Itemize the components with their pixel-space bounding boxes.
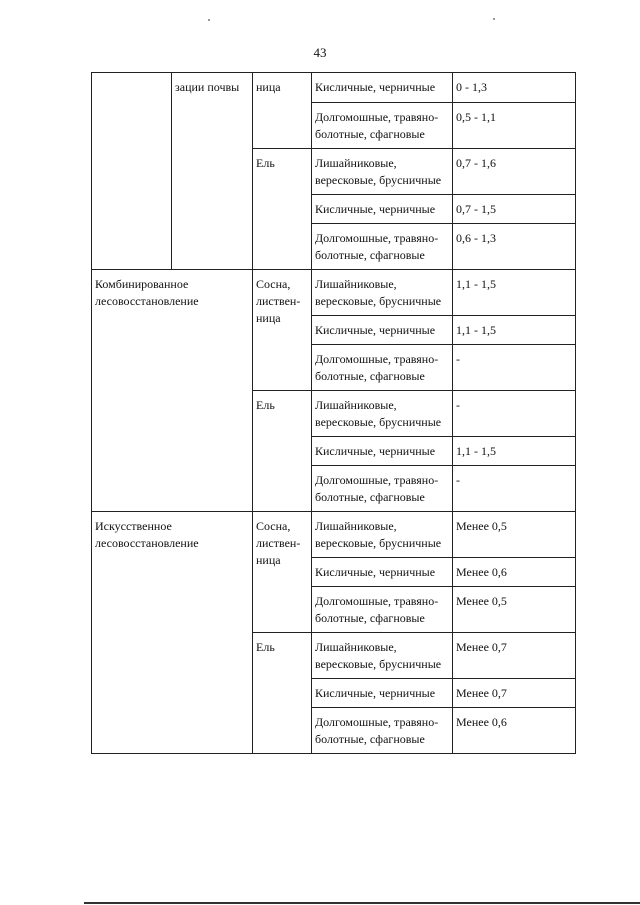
forest-type-cell: Лишайниковые, вересковые, брусничные [312, 149, 453, 195]
species-cell: Сосна, листвен-ница [253, 270, 312, 391]
forest-type-cell: Кисличные, черничные [312, 558, 453, 587]
forest-type-cell: Долгомошные, травяно-болотные, сфагновые [312, 466, 453, 512]
value-cell: 0,7 - 1,6 [453, 149, 576, 195]
forest-type-cell: Долгомошные, травяно-болотные, сфагновые [312, 708, 453, 754]
forest-type-cell: Долгомошные, травяно-болотные, сфагновые [312, 587, 453, 633]
value-cell: Менее 0,7 [453, 679, 576, 708]
method-cell: Комбинированное лесовосстановление [92, 270, 253, 512]
value-cell: Менее 0,5 [453, 512, 576, 558]
subtype-cell: зации почвы [172, 73, 253, 270]
forest-type-cell: Лишайниковые, вересковые, брусничные [312, 512, 453, 558]
value-cell: 0 - 1,3 [453, 73, 576, 103]
reforestation-table [91, 72, 576, 754]
table-row [92, 270, 576, 316]
value-cell: Менее 0,7 [453, 633, 576, 679]
value-cell: Менее 0,6 [453, 558, 576, 587]
species-cell: ница [253, 73, 312, 149]
species-cell: Ель [253, 633, 312, 754]
scan-speck [493, 18, 495, 20]
forest-type-cell: Кисличные, черничные [312, 73, 453, 103]
forest-type-cell: Лишайниковые, вересковые, брусничные [312, 633, 453, 679]
forest-type-cell: Кисличные, черничные [312, 437, 453, 466]
value-cell: 1,1 - 1,5 [453, 270, 576, 316]
value-cell: - [453, 391, 576, 437]
forest-type-cell: Лишайниковые, вересковые, брусничные [312, 270, 453, 316]
forest-type-cell: Кисличные, черничные [312, 679, 453, 708]
forest-type-cell: Долгомошные, травяно-болотные, сфагновые [312, 345, 453, 391]
value-cell: 0,5 - 1,1 [453, 103, 576, 149]
page-number: 43 [313, 45, 327, 60]
species-cell: Ель [253, 149, 312, 270]
table-row [92, 73, 576, 103]
value-cell: 1,1 - 1,5 [453, 316, 576, 345]
value-cell: 1,1 - 1,5 [453, 437, 576, 466]
forest-type-cell: Долгомошные, травяно-болотные, сфагновые [312, 224, 453, 270]
scan-edge-line [84, 902, 640, 904]
method-cell [92, 73, 172, 270]
table-row [92, 512, 576, 558]
value-cell: - [453, 345, 576, 391]
value-cell: Менее 0,5 [453, 587, 576, 633]
scan-speck [208, 19, 210, 21]
value-cell: 0,7 - 1,5 [453, 195, 576, 224]
value-cell: Менее 0,6 [453, 708, 576, 754]
forest-type-cell: Лишайниковые, вересковые, брусничные [312, 391, 453, 437]
forest-type-cell: Кисличные, черничные [312, 316, 453, 345]
method-cell: Искусственное лесовосстановление [92, 512, 253, 754]
species-cell: Сосна, листвен-ница [253, 512, 312, 633]
species-cell: Ель [253, 391, 312, 512]
forest-type-cell: Долгомошные, травяно-болотные, сфагновые [312, 103, 453, 149]
value-cell: - [453, 466, 576, 512]
forest-type-cell: Кисличные, черничные [312, 195, 453, 224]
value-cell: 0,6 - 1,3 [453, 224, 576, 270]
